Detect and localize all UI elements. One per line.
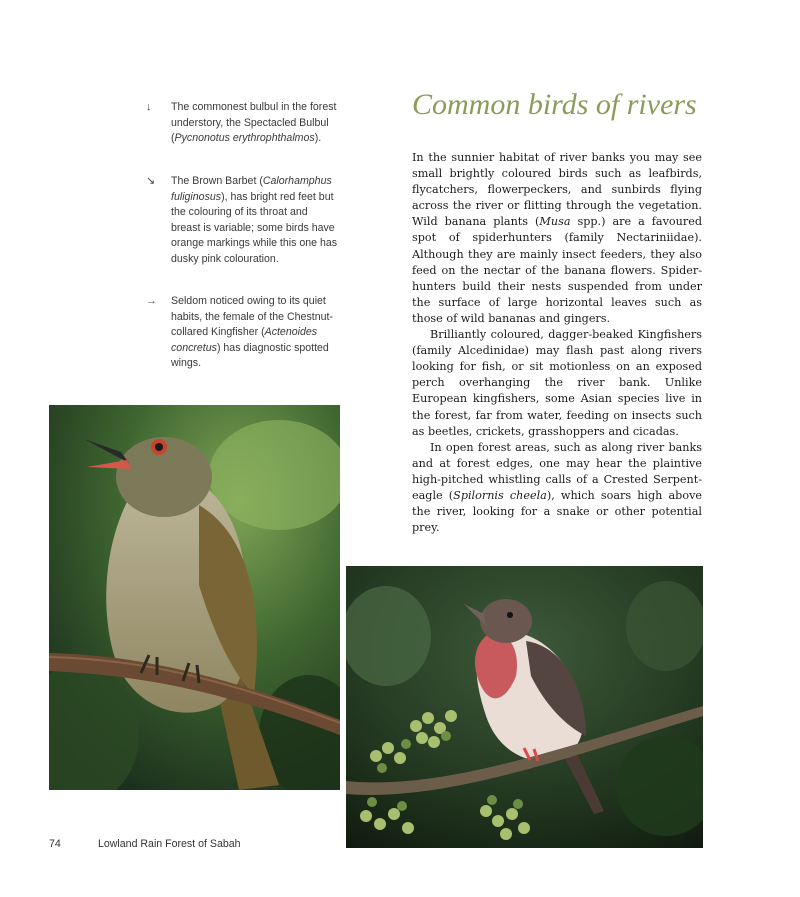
caption-text (171, 100, 338, 147)
body-paragraph (412, 440, 702, 537)
caption-text-run: ). (314, 132, 322, 144)
caption-text (171, 294, 338, 372)
body-italic-run: Musa (539, 215, 571, 229)
page-number: 74 (49, 838, 61, 850)
body-italic-run: Spilornis cheela (453, 488, 547, 502)
brown-barbet-photo (346, 566, 703, 848)
body-text-run: ), which soars high above the river, looking for a snake or other potential prey. (412, 488, 703, 535)
running-title: Lowland Rain Forest of Sabah (98, 838, 241, 850)
section-heading: Common birds of rivers (412, 88, 697, 121)
caption-italic-run: Calorhamphus fuliginosus (171, 175, 332, 203)
article-body (412, 150, 702, 536)
caption-italic-run: Actenoides concretus (171, 326, 318, 354)
caption-text-run: ), has bright red feet but the colouring of its throat and breast is variable; some birds have orange markings while this one has dusky pink colouration. (171, 190, 338, 265)
arrow-right-icon: → (146, 295, 157, 307)
body-text-run: In the sunnier habitat of river banks you may see small brightly coloured birds such as leafbirds, flycatchers, flowerpeckers, and sunbirds flying across the river or flitting through the vegetation. Wild banana plants ( (412, 151, 702, 229)
arrow-down-icon: ↓ (146, 101, 152, 113)
body-paragraph (412, 327, 702, 440)
spectacled-bulbul-photo (49, 405, 340, 790)
arrow-down-right-icon: ↘ (146, 175, 156, 187)
caption-text-run: The commonest bulbul in the forest understory, the Spectacled Bulbul ( (171, 101, 337, 144)
body-text-run: Brilliantly coloured, dagger-beaked Kingfishers (family Alcedinidae) may flash past along rivers looking for fish, or sit motionless on an exposed perch overhanging the river bank. Unlike European kingfishers, some Asian species live in the forest, far from water, feeding on insects such as beetles, crickets, grasshoppers and cicadas. (412, 328, 702, 438)
photo-caption-kingfisher (148, 294, 338, 372)
photo-caption-brown-barbet (148, 174, 338, 267)
body-text-run: In open forest areas, such as along river banks and at forest edges, one may hear the plaintive high-pitched whistling calls of a Crested Serpent-eagle ( (412, 440, 702, 502)
caption-text (171, 174, 338, 267)
caption-text-run: ) has diagnostic spotted wings. (171, 341, 329, 369)
caption-text-run: Seldom noticed owing to its quiet habits, the female of the Chestnut-collared Kingfisher ( (171, 295, 333, 338)
body-text-run: spp.) are a favoured spot of spiderhunters (family Nectariniidae). Although they are mainly insect feeders, they also feed on the nectar of the banana flowers. Spiderhunters build their nests suspended from under the surface of large horizontal leaves such as those of wild bananas and gingers. (412, 215, 702, 325)
caption-italic-run: Pycnonotus erythrophthalmos (174, 132, 315, 144)
photo-caption-spectacled-bulbul (148, 100, 338, 147)
caption-text-run: The Brown Barbet ( (171, 175, 263, 187)
body-paragraph (412, 150, 702, 327)
